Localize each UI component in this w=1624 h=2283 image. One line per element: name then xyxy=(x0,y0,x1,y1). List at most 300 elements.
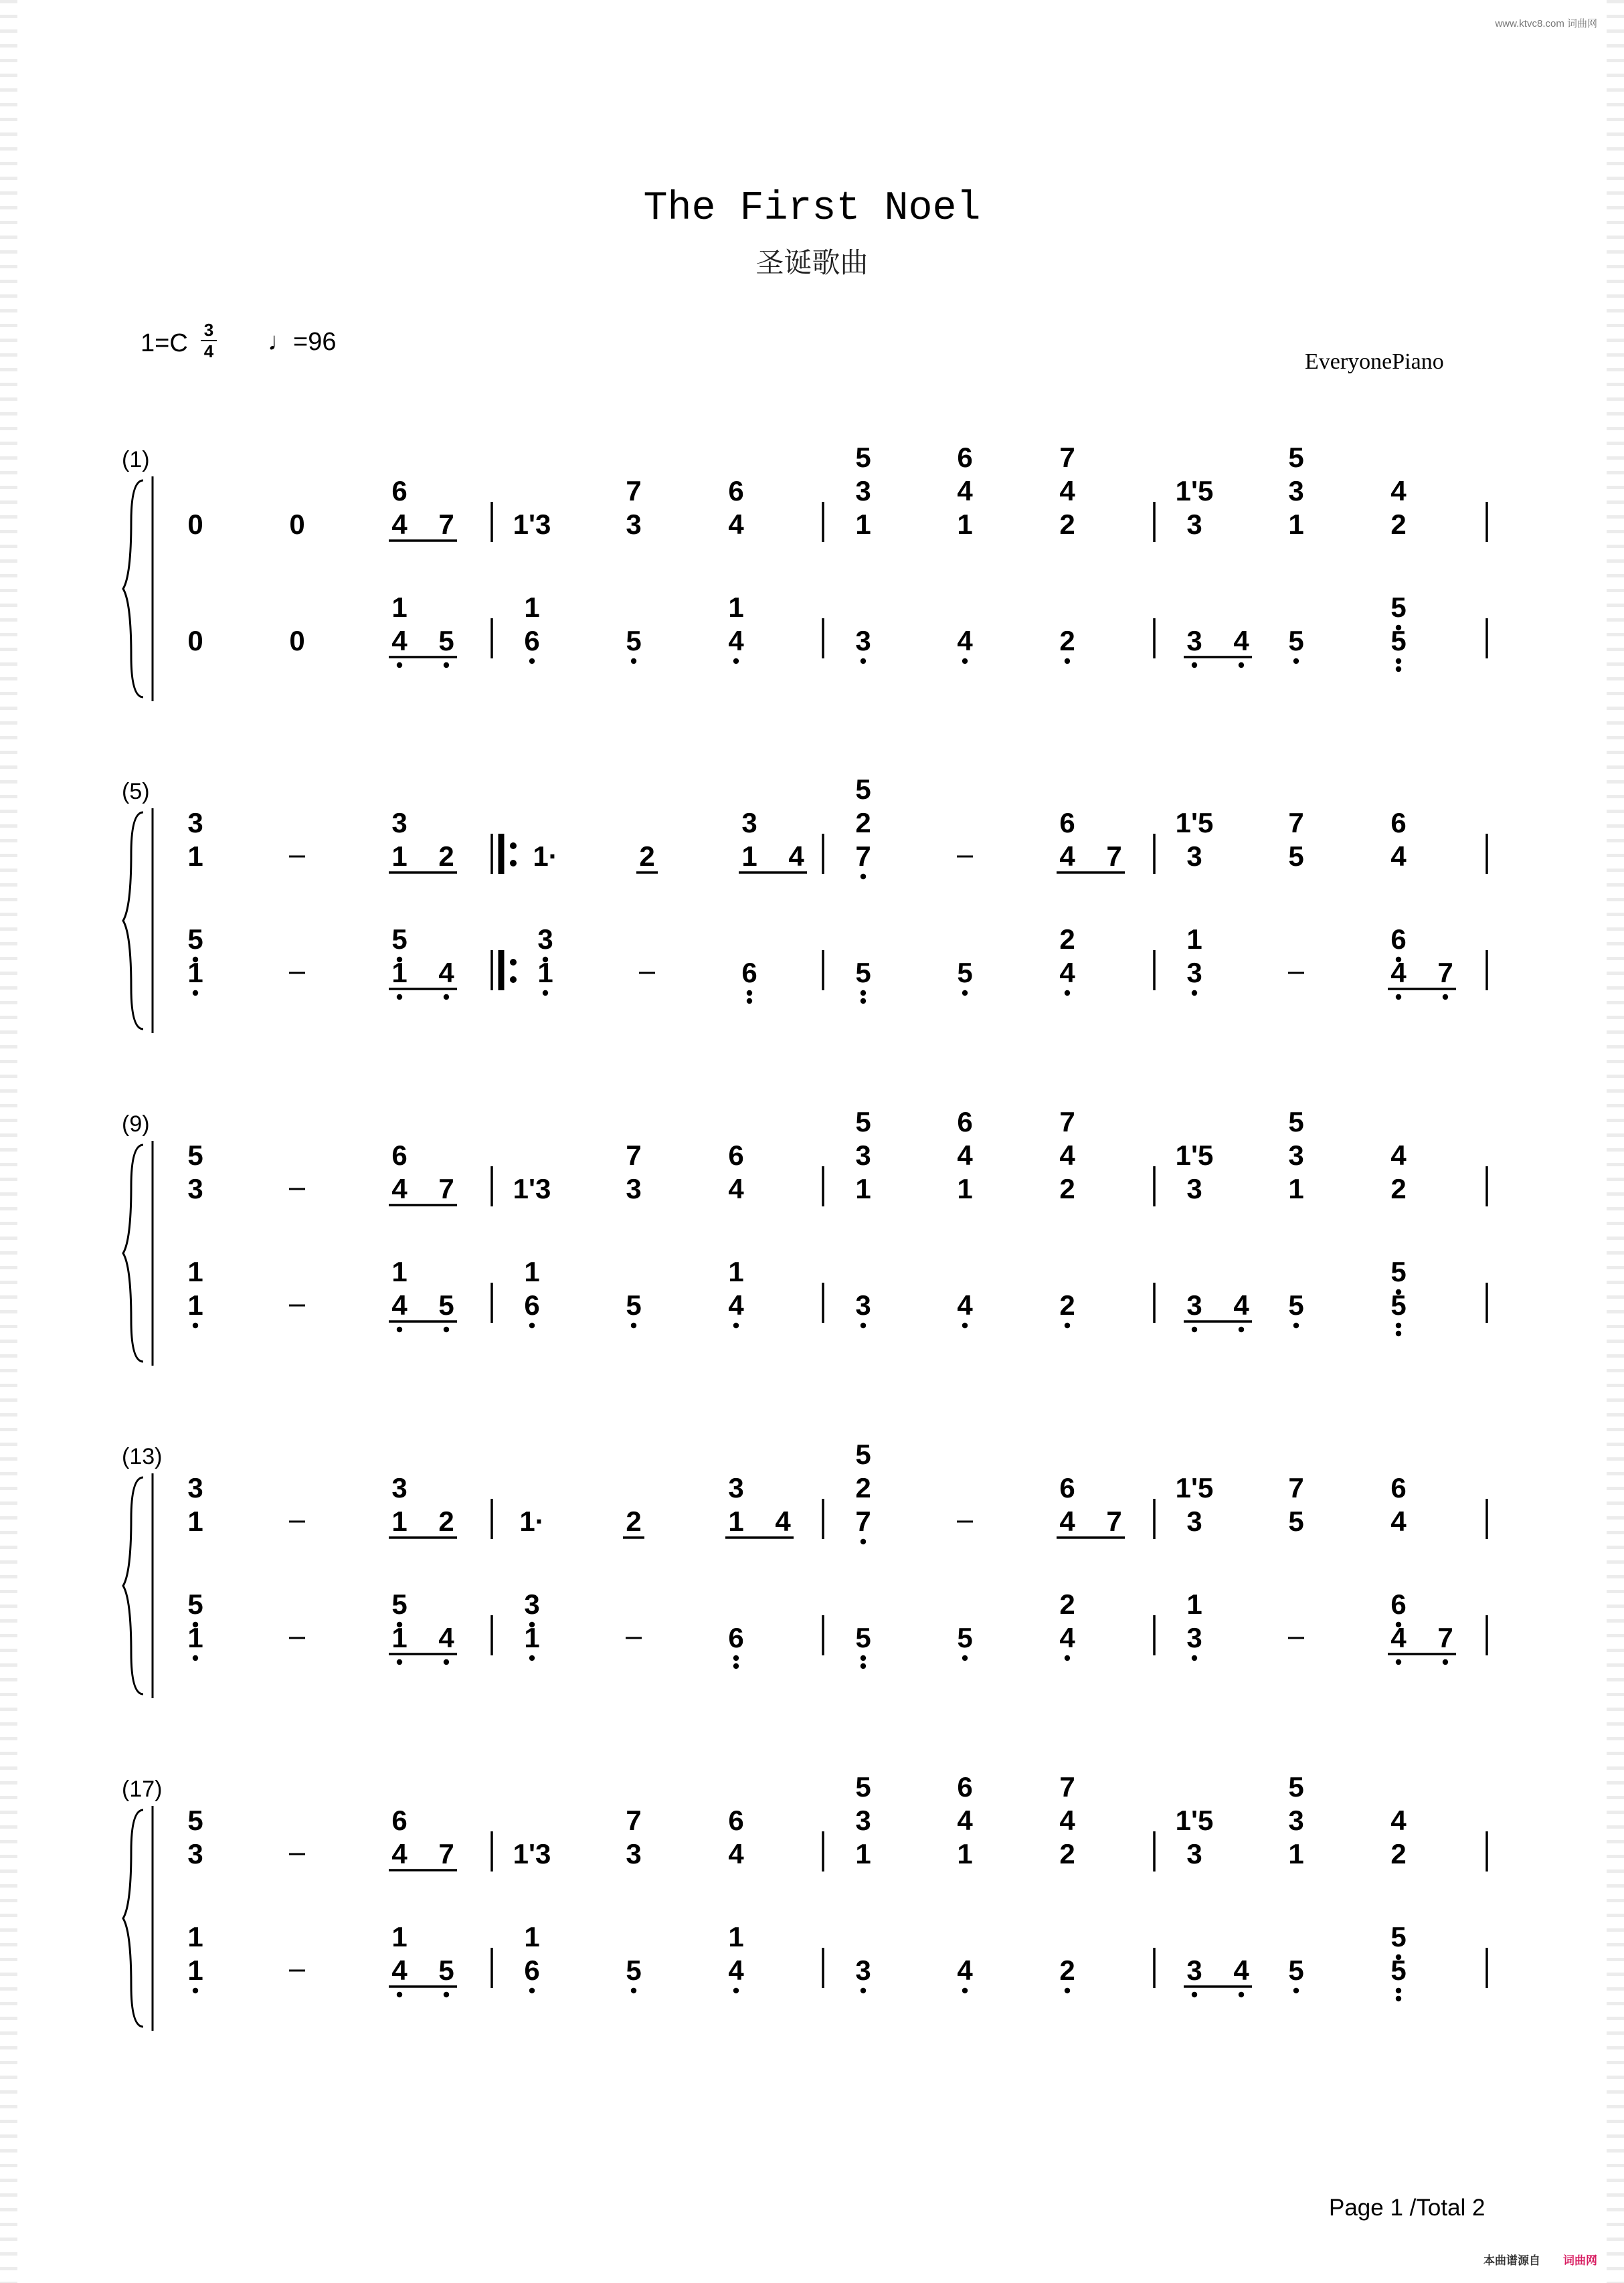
octave-down-dot xyxy=(397,1659,402,1665)
note-digit: 1 xyxy=(1186,1588,1202,1620)
watermark-top: www.ktvc8.com 词曲网 xyxy=(1495,18,1597,29)
note-digit: 7 xyxy=(1106,1505,1122,1537)
note-digit: 4 xyxy=(728,1173,744,1204)
note-digit: 4 xyxy=(728,1289,744,1321)
note-digit: 5 xyxy=(1288,1771,1304,1803)
note-digit: 3 xyxy=(855,475,871,507)
note-digit: 1· xyxy=(519,1505,545,1537)
octave-down-dot xyxy=(193,990,198,996)
note-digit: 4 xyxy=(391,625,408,656)
octave-down-dot xyxy=(733,658,739,664)
note-digit: 7 xyxy=(438,1838,454,1869)
note-digit: 5 xyxy=(187,1805,203,1836)
note-digit: 1 xyxy=(855,1173,871,1204)
note-digit: 3 xyxy=(187,1838,203,1869)
note-digit: 4 xyxy=(1390,475,1407,507)
note-digit: 0 xyxy=(289,625,305,656)
octave-down-dot xyxy=(861,1988,866,1993)
note-digit: 5 xyxy=(1390,1289,1407,1321)
system-brace xyxy=(123,1810,143,2027)
note-digit: 6 xyxy=(391,1805,408,1836)
note-digit: 1'5 xyxy=(1175,1805,1214,1836)
note-digit: 6 xyxy=(524,1289,540,1321)
octave-down-dot xyxy=(1239,1327,1244,1332)
note-digit: 3 xyxy=(187,1173,203,1204)
octave-down-dot xyxy=(962,1655,968,1661)
system-measure-number: (13) xyxy=(122,1444,163,1469)
system-measure-number: (5) xyxy=(122,779,150,804)
octave-down-dot xyxy=(1239,1992,1244,1997)
octave-down-dot xyxy=(861,998,866,1004)
song-subtitle: 圣诞歌曲 xyxy=(755,246,869,279)
note-digit: 4 xyxy=(957,1805,973,1836)
note-digit: 5 xyxy=(1288,625,1304,656)
note-digit: 5 xyxy=(855,1439,871,1470)
octave-down-dot xyxy=(1065,990,1070,996)
note-digit: 5 xyxy=(1288,840,1304,872)
octave-down-dot xyxy=(1443,994,1448,1000)
note-digit: 5 xyxy=(1390,591,1407,623)
note-digit: 4 xyxy=(728,1838,744,1869)
note-digit: 6 xyxy=(1390,1472,1407,1503)
note-digit: 5 xyxy=(1390,1954,1407,1986)
note-digit: 1 xyxy=(391,1921,408,1952)
note-digit: 6 xyxy=(728,1805,744,1836)
octave-down-dot xyxy=(1192,1655,1197,1661)
note-digit: 1'5 xyxy=(1175,1472,1214,1503)
note-digit: 2 xyxy=(1059,625,1075,656)
note-digit: 4 xyxy=(391,1289,408,1321)
note-digit: 6 xyxy=(741,957,757,988)
note-digit: 1 xyxy=(187,1622,203,1653)
watermark-bottom-text: 本曲谱源自 xyxy=(1483,2254,1540,2267)
octave-down-dot xyxy=(962,990,968,996)
note-digit: 1 xyxy=(957,509,973,540)
note-digit: 5 xyxy=(1288,442,1304,473)
note-digit: 1'3 xyxy=(513,509,551,540)
octave-down-dot xyxy=(962,1323,968,1328)
note-digit: 4 xyxy=(728,509,744,540)
note-digit: 1 xyxy=(391,1622,408,1653)
note-digit: 4 xyxy=(1390,1805,1407,1836)
note-digit: 5 xyxy=(626,1289,642,1321)
octave-down-dot xyxy=(1293,658,1299,664)
note-digit: 3 xyxy=(741,807,757,838)
note-digit: 1 xyxy=(537,957,553,988)
key-signature: 1=C xyxy=(141,329,188,357)
octave-down-dot xyxy=(1192,1327,1197,1332)
note-digit: 4 xyxy=(728,1954,744,1986)
time-signature-top: 3 xyxy=(203,320,214,340)
octave-down-dot xyxy=(1192,990,1197,996)
note-digit: 5 xyxy=(1288,1289,1304,1321)
octave-down-dot xyxy=(397,662,402,668)
note-digit: 4 xyxy=(1059,1622,1075,1653)
octave-down-dot xyxy=(444,1659,449,1665)
note-digit: 1· xyxy=(533,840,558,872)
system-brace xyxy=(123,1145,143,1362)
note-digit: 4 xyxy=(775,1505,791,1537)
note-digit: 5 xyxy=(187,1588,203,1620)
note-digit: 5 xyxy=(438,1954,454,1986)
note-digit: 1 xyxy=(187,1505,203,1537)
note-digit: 1 xyxy=(728,1921,744,1952)
note-digit: 7 xyxy=(626,475,642,507)
note-digit: 6 xyxy=(391,475,408,507)
note-digit: 1 xyxy=(524,591,540,623)
note-digit: 1 xyxy=(391,1256,408,1287)
note-digit: 4 xyxy=(1059,840,1075,872)
note-digit: 7 xyxy=(1437,957,1453,988)
note-digit: 4 xyxy=(1390,840,1407,872)
note-digit: 3 xyxy=(855,1139,871,1171)
quarter-note-icon: ♩ xyxy=(268,328,293,356)
note-digit: 1 xyxy=(728,591,744,623)
octave-down-dot xyxy=(543,990,548,996)
note-digit: 2 xyxy=(1390,509,1407,540)
note-digit: 6 xyxy=(1059,807,1075,838)
note-digit: 0 xyxy=(289,509,305,540)
page-indicator: Page 1 /Total 2 xyxy=(1329,2195,1485,2221)
note-digit: 4 xyxy=(391,1838,408,1869)
note-digit: 2 xyxy=(1390,1173,1407,1204)
repeat-dot xyxy=(510,959,517,966)
note-digit: 1 xyxy=(524,1921,540,1952)
octave-down-dot xyxy=(631,658,636,664)
arranger-credit: EveryonePiano xyxy=(1305,349,1444,374)
note-digit: 1 xyxy=(187,1289,203,1321)
note-digit: 4 xyxy=(957,1289,973,1321)
note-digit: 6 xyxy=(957,1106,973,1137)
note-digit: 3 xyxy=(391,807,408,838)
note-digit: 6 xyxy=(957,1771,973,1803)
note-digit: 6 xyxy=(1390,1588,1407,1620)
octave-down-dot xyxy=(733,1988,739,1993)
note-digit: 1 xyxy=(1186,923,1202,955)
note-digit: 6 xyxy=(391,1139,408,1171)
note-digit: 1'5 xyxy=(1175,1139,1214,1171)
note-digit: 3 xyxy=(1186,1838,1202,1869)
note-digit: 2 xyxy=(626,1505,642,1537)
note-digit: 3 xyxy=(1186,1173,1202,1204)
note-digit: 0 xyxy=(187,625,203,656)
note-digit: 5 xyxy=(855,1106,871,1137)
note-digit: 3 xyxy=(391,1472,408,1503)
note-digit: 1 xyxy=(728,1256,744,1287)
octave-down-dot xyxy=(1443,1659,1448,1665)
note-digit: 7 xyxy=(1059,442,1075,473)
note-digit: 5 xyxy=(957,1622,973,1653)
octave-down-dot xyxy=(631,1323,636,1328)
note-digit: 5 xyxy=(1288,1106,1304,1137)
note-digit: 4 xyxy=(391,1954,408,1986)
octave-down-dot xyxy=(733,1655,739,1661)
note-digit: 1 xyxy=(1288,1173,1304,1204)
note-digit: 1 xyxy=(187,1954,203,1986)
note-digit: 6 xyxy=(524,625,540,656)
note-digit: 2 xyxy=(855,1472,871,1503)
octave-down-dot xyxy=(529,1988,535,1993)
note-digit: 4 xyxy=(1390,957,1407,988)
note-digit: 3 xyxy=(1186,509,1202,540)
note-digit: 1 xyxy=(391,591,408,623)
note-digit: 2 xyxy=(1059,509,1075,540)
octave-down-dot xyxy=(193,1988,198,1993)
system-brace xyxy=(123,1477,143,1694)
note-digit: 6 xyxy=(728,1622,744,1653)
note-digit: 3 xyxy=(1186,1954,1202,1986)
note-digit: 1'5 xyxy=(1175,807,1214,838)
note-digit: 4 xyxy=(1059,475,1075,507)
note-digit: 5 xyxy=(1390,625,1407,656)
octave-down-dot xyxy=(1065,1323,1070,1328)
octave-down-dot xyxy=(861,658,866,664)
note-digit: 2 xyxy=(1059,923,1075,955)
note-digit: 3 xyxy=(626,1838,642,1869)
note-digit: 4 xyxy=(957,625,973,656)
octave-down-dot xyxy=(1192,1992,1197,1997)
octave-down-dot xyxy=(733,1663,739,1669)
note-digit: 5 xyxy=(391,923,408,955)
note-digit: 3 xyxy=(728,1472,744,1503)
octave-down-dot xyxy=(1293,1988,1299,1993)
note-digit: 7 xyxy=(1059,1106,1075,1137)
note-digit: 1 xyxy=(391,957,408,988)
note-digit: 1 xyxy=(957,1173,973,1204)
octave-down-dot xyxy=(1396,994,1401,1000)
note-digit: 5 xyxy=(438,1289,454,1321)
note-digit: 3 xyxy=(855,625,871,656)
system-measure-number: (17) xyxy=(122,1776,163,1802)
note-digit: 6 xyxy=(728,475,744,507)
note-digit: 5 xyxy=(438,625,454,656)
note-digit: 4 xyxy=(1390,1139,1407,1171)
note-digit: 1 xyxy=(391,840,408,872)
note-digit: 3 xyxy=(1186,957,1202,988)
octave-down-dot xyxy=(747,998,752,1004)
note-digit: 5 xyxy=(391,1588,408,1620)
note-digit: 3 xyxy=(855,1805,871,1836)
repeat-dot xyxy=(510,842,517,849)
note-digit: 4 xyxy=(1233,625,1249,656)
note-digit: 5 xyxy=(855,773,871,805)
octave-down-dot xyxy=(1396,1323,1401,1328)
note-digit: 0 xyxy=(187,509,203,540)
octave-down-dot xyxy=(631,1988,636,1993)
note-digit: 2 xyxy=(855,807,871,838)
octave-down-dot xyxy=(444,994,449,1000)
note-digit: 3 xyxy=(187,807,203,838)
note-digit: 3 xyxy=(1288,1805,1304,1836)
note-digit: 4 xyxy=(1390,1505,1407,1537)
note-digit: 5 xyxy=(1288,1954,1304,1986)
note-digit: 5 xyxy=(855,1771,871,1803)
octave-down-dot xyxy=(193,1323,198,1328)
system-brace xyxy=(123,480,143,697)
note-digit: 2 xyxy=(1390,1838,1407,1869)
octave-down-dot xyxy=(861,874,866,879)
note-digit: 3 xyxy=(1186,840,1202,872)
octave-down-dot xyxy=(861,1655,866,1661)
system-measure-number: (9) xyxy=(122,1111,150,1137)
note-digit: 1 xyxy=(855,1838,871,1869)
note-digit: 5 xyxy=(1288,1505,1304,1537)
note-digit: 1 xyxy=(855,509,871,540)
octave-down-dot xyxy=(397,994,402,1000)
watermark-bottom-brand[interactable]: 词曲网 xyxy=(1563,2254,1597,2267)
note-digit: 3 xyxy=(537,923,553,955)
note-digit: 7 xyxy=(855,840,871,872)
note-digit: 5 xyxy=(1390,1256,1407,1287)
note-digit: 6 xyxy=(957,442,973,473)
note-digit: 1 xyxy=(524,1256,540,1287)
note-digit: 1 xyxy=(524,1622,540,1653)
note-digit: 3 xyxy=(1186,625,1202,656)
note-digit: 6 xyxy=(524,1954,540,1986)
octave-down-dot xyxy=(861,1663,866,1669)
note-digit: 5 xyxy=(855,442,871,473)
octave-down-dot xyxy=(1396,1331,1401,1336)
octave-down-dot xyxy=(1396,658,1401,664)
note-digit: 3 xyxy=(1186,1622,1202,1653)
octave-down-dot xyxy=(1293,1323,1299,1328)
note-digit: 3 xyxy=(855,1954,871,1986)
repeat-dot xyxy=(510,860,517,866)
octave-down-dot xyxy=(444,1992,449,1997)
octave-down-dot xyxy=(962,1988,968,1993)
octave-down-dot xyxy=(1396,1659,1401,1665)
note-digit: 2 xyxy=(1059,1954,1075,1986)
note-digit: 3 xyxy=(626,509,642,540)
note-digit: 3 xyxy=(626,1173,642,1204)
note-digit: 6 xyxy=(1390,807,1407,838)
note-digit: 7 xyxy=(855,1505,871,1537)
octave-down-dot xyxy=(529,1655,535,1661)
octave-down-dot xyxy=(529,658,535,664)
note-digit: 3 xyxy=(1186,1289,1202,1321)
octave-down-dot xyxy=(733,1323,739,1328)
note-digit: 7 xyxy=(626,1139,642,1171)
note-digit: 1 xyxy=(187,957,203,988)
note-digit: 4 xyxy=(728,625,744,656)
note-digit: 2 xyxy=(438,840,454,872)
octave-down-dot xyxy=(444,662,449,668)
octave-down-dot xyxy=(444,1327,449,1332)
note-digit: 5 xyxy=(855,1622,871,1653)
tempo-value: =96 xyxy=(293,328,337,356)
octave-down-dot xyxy=(1396,666,1401,672)
note-digit: 4 xyxy=(1059,957,1075,988)
note-digit: 4 xyxy=(1233,1289,1249,1321)
note-digit: 7 xyxy=(438,1173,454,1204)
octave-down-dot xyxy=(397,1992,402,1997)
note-digit: 4 xyxy=(391,509,408,540)
note-digit: 5 xyxy=(187,1139,203,1171)
octave-down-dot xyxy=(1239,662,1244,668)
time-signature-bottom: 4 xyxy=(201,340,217,361)
note-digit: 2 xyxy=(1059,1588,1075,1620)
note-digit: 3 xyxy=(1288,1139,1304,1171)
note-digit: 1 xyxy=(391,1505,408,1537)
note-digit: 1'3 xyxy=(513,1838,551,1869)
system-measure-number: (1) xyxy=(122,447,150,472)
song-title: The First Noel xyxy=(643,186,981,232)
note-digit: 1 xyxy=(741,840,757,872)
note-digit: 4 xyxy=(788,840,804,872)
octave-down-dot xyxy=(1192,662,1197,668)
note-digit: 1 xyxy=(728,1505,744,1537)
note-digit: 7 xyxy=(1437,1622,1453,1653)
octave-down-dot xyxy=(1065,1655,1070,1661)
note-digit: 2 xyxy=(639,840,655,872)
octave-down-dot xyxy=(1065,1988,1070,1993)
note-digit: 1'3 xyxy=(513,1173,551,1204)
note-digit: 2 xyxy=(1059,1173,1075,1204)
octave-down-dot xyxy=(747,990,752,996)
octave-down-dot xyxy=(861,1539,866,1544)
octave-down-dot xyxy=(861,990,866,996)
octave-down-dot xyxy=(397,1327,402,1332)
note-digit: 5 xyxy=(626,1954,642,1986)
note-digit: 4 xyxy=(438,957,454,988)
note-digit: 4 xyxy=(438,1622,454,1653)
note-digit: 7 xyxy=(1288,807,1304,838)
note-digit: 1'5 xyxy=(1175,475,1214,507)
octave-down-dot xyxy=(1065,658,1070,664)
note-digit: 1 xyxy=(187,1921,203,1952)
note-digit: 4 xyxy=(1059,1805,1075,1836)
note-digit: 1 xyxy=(1288,1838,1304,1869)
note-digit: 4 xyxy=(957,475,973,507)
note-digit: 3 xyxy=(1288,475,1304,507)
octave-down-dot xyxy=(1396,1988,1401,1993)
note-digit: 6 xyxy=(728,1139,744,1171)
note-digit: 2 xyxy=(1059,1838,1075,1869)
note-digit: 4 xyxy=(1059,1139,1075,1171)
note-digit: 5 xyxy=(855,957,871,988)
note-digit: 3 xyxy=(524,1588,540,1620)
note-digit: 4 xyxy=(1390,1622,1407,1653)
repeat-dot xyxy=(510,976,517,983)
note-digit: 4 xyxy=(957,1139,973,1171)
note-digit: 6 xyxy=(1390,923,1407,955)
note-digit: 6 xyxy=(1059,1472,1075,1503)
note-digit: 1 xyxy=(187,1256,203,1287)
note-digit: 7 xyxy=(1059,1771,1075,1803)
note-digit: 7 xyxy=(1288,1472,1304,1503)
octave-down-dot xyxy=(529,1323,535,1328)
note-digit: 5 xyxy=(626,625,642,656)
octave-down-dot xyxy=(193,1655,198,1661)
note-digit: 3 xyxy=(1186,1505,1202,1537)
note-digit: 7 xyxy=(438,509,454,540)
note-digit: 1 xyxy=(957,1838,973,1869)
note-digit: 4 xyxy=(957,1954,973,1986)
octave-down-dot xyxy=(861,1323,866,1328)
note-digit: 3 xyxy=(187,1472,203,1503)
note-digit: 1 xyxy=(1288,509,1304,540)
note-digit: 7 xyxy=(626,1805,642,1836)
note-digit: 7 xyxy=(1106,840,1122,872)
note-digit: 3 xyxy=(855,1289,871,1321)
note-digit: 2 xyxy=(1059,1289,1075,1321)
note-digit: 1 xyxy=(187,840,203,872)
system-brace xyxy=(123,812,143,1029)
note-digit: 4 xyxy=(1233,1954,1249,1986)
note-digit: 5 xyxy=(1390,1921,1407,1952)
note-digit: 4 xyxy=(391,1173,408,1204)
octave-down-dot xyxy=(1396,1996,1401,2001)
